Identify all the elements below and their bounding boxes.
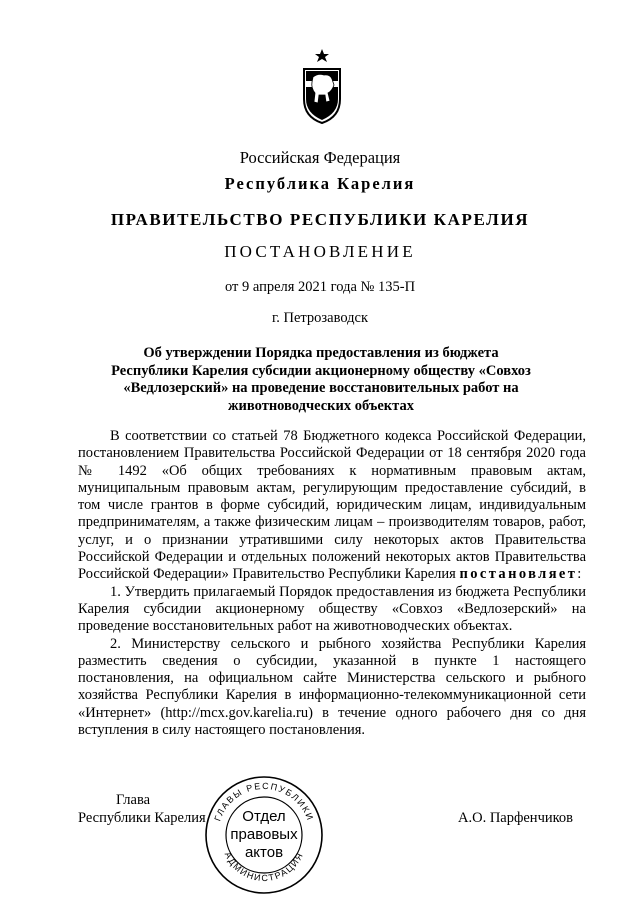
document-date-number: от 9 апреля 2021 года № 135-П — [224, 279, 416, 295]
government-name: ПРАВИТЕЛЬСТВО РЕСПУБЛИКИ КАРЕЛИЯ — [110, 210, 530, 229]
preamble-text: В соответствии со статьей 78 Бюджетного кодекса Российской Федерации, постановлением Правительства Российской Федерации от 18 сентября 2020 года № 1492 «Об общих требованиях к нормативным правовым актам, муниципальным правовым актам, регулирующим предоставление субсидий, в том числе грантов в форме субсидий, юридическим лицам, индивидуальным предпринимателям, а также физическим лицам – производителям товаров, работ, услуг, и о признании утратившими силу некоторых актов Правительства Российской Федерации и отдельных положений некоторых актов Правительства Российской Федерации» Правительство Республики Карелия — [78, 428, 586, 583]
document-body — [78, 428, 586, 739]
stamp-line-1: Отдел — [242, 808, 286, 825]
document-title: Об утверждении Порядка предоставления из бюджета Республики Карелия субсидии акционерному обществу «Совхоз «Ведлозерский» на проведение восстановительных работ на животноводческих объектах — [111, 345, 531, 414]
country-name: Российская Федерация — [239, 148, 401, 167]
decrees-colon: : — [577, 566, 582, 583]
decrees-word: постановляет — [459, 566, 578, 583]
karelia-coat-of-arms-icon — [298, 47, 346, 125]
document-city: г. Петрозаводск — [271, 310, 369, 326]
signatory-name: А.О. Парфенчиков — [458, 810, 574, 826]
stamp-line-2: правовых — [230, 826, 298, 843]
item-1-paragraph: 1. Утвердить прилагаемый Порядок предоставления из бюджета Республики Карелия субсидии акционерному обществу «Совхоз «Ведлозерский» на проведение восстановительных работ на животноводческих объектах. — [78, 583, 586, 635]
preamble-paragraph — [78, 428, 586, 584]
stamp-ring-top-text: ГЛАВЫ РЕСПУБЛИКИ — [212, 780, 316, 823]
signatory-title-line2: Республики Карелия — [78, 810, 206, 826]
stamp-line-3: актов — [244, 844, 284, 861]
stamp-ring-bottom-text: АДМИНИСТРАЦИЯ — [222, 850, 306, 884]
signatory-title-line1: Глава — [116, 792, 151, 808]
item-2-paragraph: 2. Министерству сельского и рыбного хозяйства Республики Карелия разместить сведения о субсидии, указанной в пункте 1 настоящего постановления, на официальном сайте Министерства сельского и рыбного хозяйства Республики Карелия в информационно-телекоммуникационной сети «Интернет» (http://mcx.gov.karelia.ru) в течение одного рабочего дня со дня вступления в силу настоящего постановления. — [78, 635, 586, 739]
document-type: ПОСТАНОВЛЕНИЕ — [224, 242, 416, 261]
legal-acts-stamp — [202, 773, 326, 897]
republic-name: Республика Карелия — [224, 174, 416, 193]
